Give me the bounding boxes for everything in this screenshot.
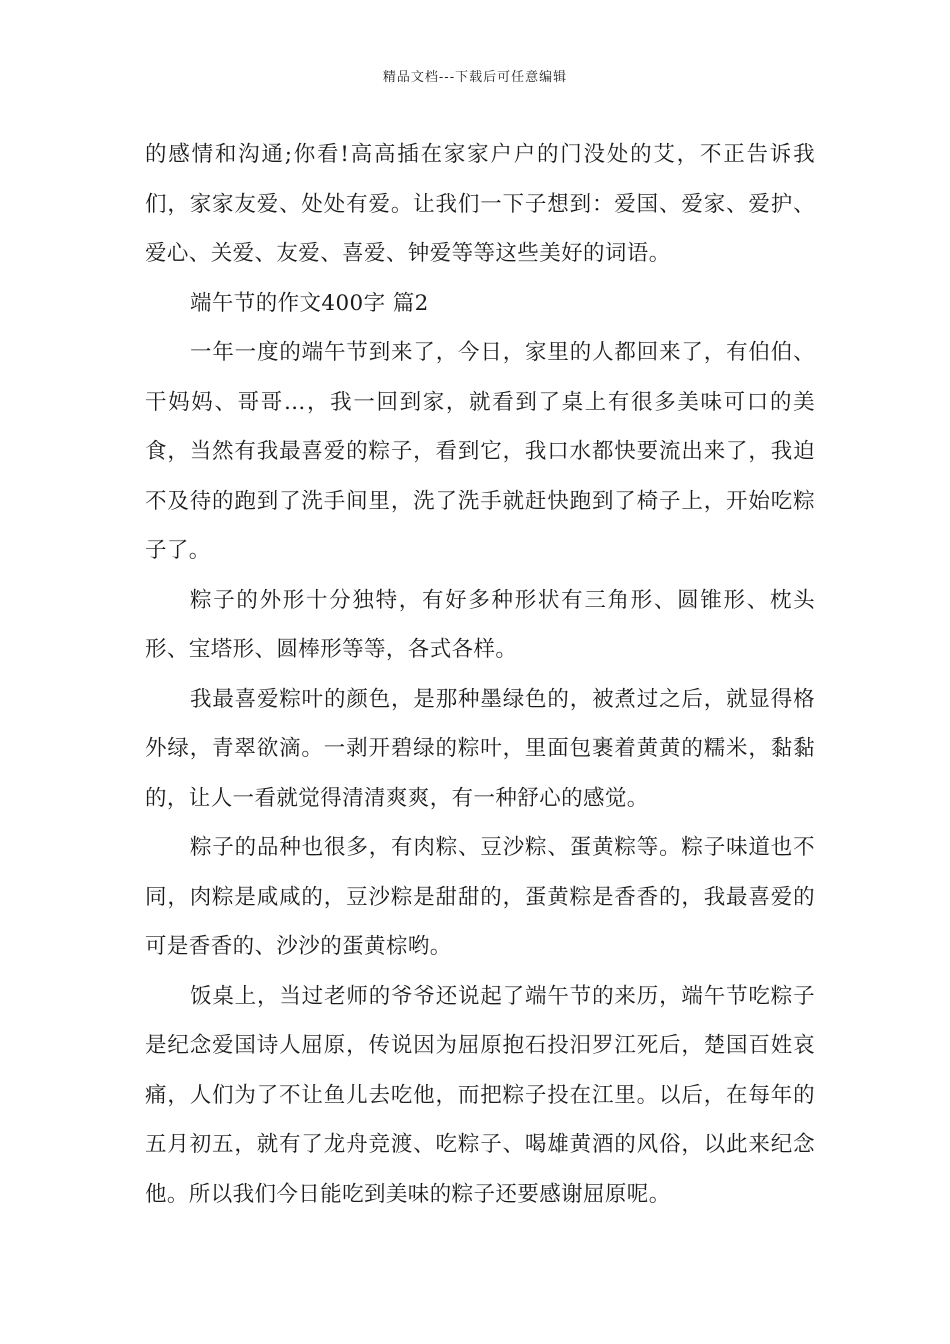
paragraph: 粽子的品种也很多，有肉粽、豆沙粽、蛋黄粽等。粽子味道也不同，肉粽是咸咸的，豆沙粽是甜甜的，蛋黄粽是香香的，我最喜爱的可是香香的、沙沙的蛋黄棕哟。 — [145, 835, 815, 959]
document-body — [145, 130, 815, 1219]
paragraph: 饭桌上，当过老师的爷爷还说起了端午节的来历，端午节吃粽子是纪念爱国诗人屈原，传说因为屈原抱石投汨罗江死后，楚国百姓哀痛，人们为了不让鱼儿去吃他，而把粽子投在江里。以后，在每年的五月初五，就有了龙舟竞渡、吃粽子、喝雄黄酒的风俗，以此来纪念他。所以我们今日能吃到美味的粽子还要感谢屈原呢。 — [145, 983, 815, 1207]
paragraph: 粽子的外形十分独特，有好多种形状有三角形、圆锥形、枕头形、宝塔形、圆棒形等等，各式各样。 — [145, 587, 815, 662]
paragraph: 一年一度的端午节到来了，今日，家里的人都回来了，有伯伯、干妈妈、哥哥…，我一回到家，就看到了桌上有很多美味可口的美食，当然有我最喜爱的粽子，看到它，我口水都快要流出来了，我迫不及待的跑到了洗手间里，洗了洗手就赶快跑到了椅子上，开始吃粽子了。 — [145, 340, 815, 563]
paragraph-continuation: 的感情和沟通;你看!高高插在家家户户的门没处的艾，不正告诉我们，家家友爱、处处有爱。让我们一下子想到：爱国、爱家、爱护、爱心、关爱、友爱、喜爱、钟爱等等这些美好的词语。 — [145, 142, 815, 266]
page-header: 精品文档---下载后可任意编辑 — [382, 70, 568, 85]
section-title: 端午节的作文400字 篇2 — [190, 290, 429, 316]
paragraph: 我最喜爱粽叶的颜色，是那种墨绿色的，被煮过之后，就显得格外绿，青翠欲滴。一剥开碧绿的粽叶，里面包裹着黄黄的糯米，黏黏的，让人一看就觉得清清爽爽，有一种舒心的感觉。 — [145, 686, 815, 811]
